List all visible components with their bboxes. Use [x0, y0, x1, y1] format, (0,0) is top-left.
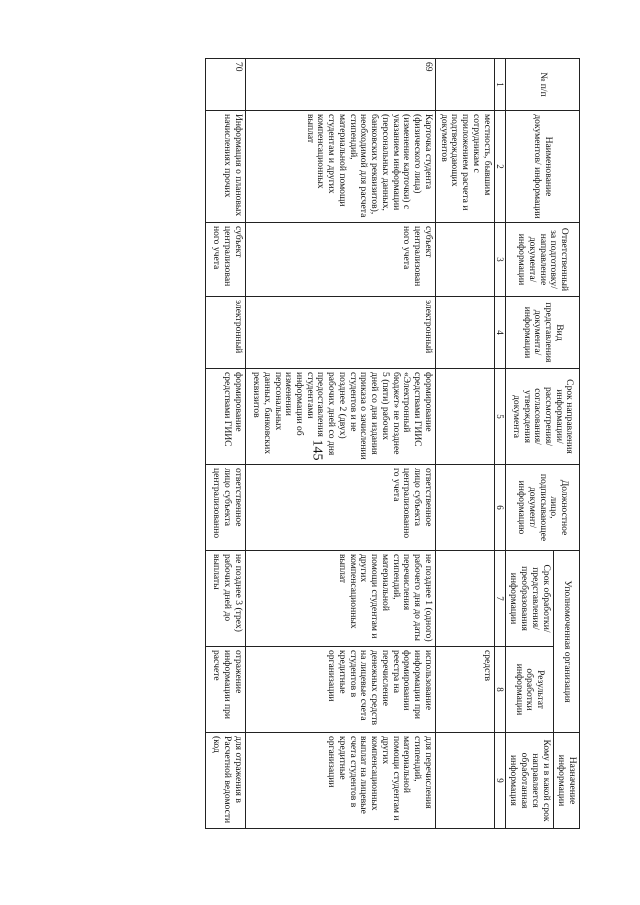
- header-group-org: Уполномоченная организация: [553, 551, 579, 733]
- header-number: № п/п: [505, 59, 579, 111]
- col-number: 9: [494, 733, 505, 829]
- page-number: 145: [309, 439, 325, 461]
- header-row-1: [553, 59, 579, 829]
- header-responsible: Ответственный за подготовку/ направление документа/ информации: [505, 223, 579, 297]
- table-row: [245, 59, 435, 829]
- header-deadline: Срок направления информации/ рассмотрения/ согласования/ утверждения документа: [505, 369, 579, 465]
- header-official: Должностное лицо, подписывающее документ/ информацию: [505, 465, 579, 551]
- header-group-dest: Назначение информации: [553, 733, 579, 829]
- cell-recipient: для отражения в Расчетной ведомости (код: [205, 733, 245, 829]
- cell-form: электронный: [205, 297, 245, 369]
- cell-processing-term: [435, 551, 494, 647]
- cell-form: электронный: [245, 297, 435, 369]
- cell-deadline: [435, 369, 494, 465]
- col-number: 3: [494, 223, 505, 297]
- col-number: 8: [494, 647, 505, 733]
- cell-number: 70: [205, 59, 245, 111]
- table-row: [435, 59, 494, 829]
- document-table: [205, 58, 580, 829]
- col-number: 4: [494, 297, 505, 369]
- col-number: 5: [494, 369, 505, 465]
- header-recipient: Кому и в какой срок направляется обработанная информация: [505, 733, 553, 829]
- cell-doc-name: местность, бывшим сотрудникам с приложением расчета и подтверждающих документов: [435, 111, 494, 223]
- cell-official: ответственное лицо субъекта централизованно го учета: [245, 465, 435, 551]
- cell-number: [435, 59, 494, 111]
- cell-responsible: субъект централизован ного учета: [205, 223, 245, 297]
- cell-recipient: для перечисления стипендий, материальной помощи студентам и других компенсационных выплат на лицевые счета студентов в кредитные организации: [245, 733, 435, 829]
- cell-deadline: формирование средствами ГИИС: [205, 369, 245, 465]
- header-processing-term: Срок обработки/ представления/ преобразования информации: [505, 551, 553, 647]
- cell-recipient: [435, 733, 494, 829]
- table-row: [205, 59, 245, 829]
- col-number: 2: [494, 111, 505, 223]
- cell-official: ответственное лицо субъекта централизованно: [205, 465, 245, 551]
- cell-responsible: [435, 223, 494, 297]
- cell-official: [435, 465, 494, 551]
- cell-result: отражение информации при расчете: [205, 647, 245, 733]
- cell-deadline: формирование средствами ГИИС «Электронный бюджет» не позднее 5 (пяти) рабочих дней со дня издания приказа о зачислении студентов и не позднее 2 (двух) рабочих дней со дня предоставления студентами информации об изменении персональных данных, банковских реквизитов: [245, 369, 435, 465]
- col-number: 7: [494, 551, 505, 647]
- header-form: Вид представления документа/ информации: [505, 297, 579, 369]
- cell-processing-term: не позднее 3 (трех) рабочих дней до выплаты: [205, 551, 245, 647]
- cell-doc-name: Карточка студента (физического лица) (изменение карточки) с указанием информации (персональных данных, банковских реквизитов), необходимой для расчета стипендий, материальной помощи студентам и других компенсационных выплат: [245, 111, 435, 223]
- cell-processing-term: не позднее 1 (одного) рабочего дня до даты перечисления стипендий, материальной помощи студентам и других компенсационных выплат: [245, 551, 435, 647]
- column-number-row: [494, 59, 505, 829]
- cell-doc-name: Информация о плановых начислениях прочих: [205, 111, 245, 223]
- cell-result: средств: [435, 647, 494, 733]
- cell-result: использование информации при формировании реестра на перечисление денежных средств на лицевые счета студентов в кредитные организации: [245, 647, 435, 733]
- cell-responsible: субъект централизован ного учета: [245, 223, 435, 297]
- cell-number: 69: [245, 59, 435, 111]
- cell-form: [435, 297, 494, 369]
- header-doc-name: Наименование документов/ информации: [505, 111, 579, 223]
- header-result: Результат обработки информации: [505, 647, 553, 733]
- col-number: 6: [494, 465, 505, 551]
- col-number: 1: [494, 59, 505, 111]
